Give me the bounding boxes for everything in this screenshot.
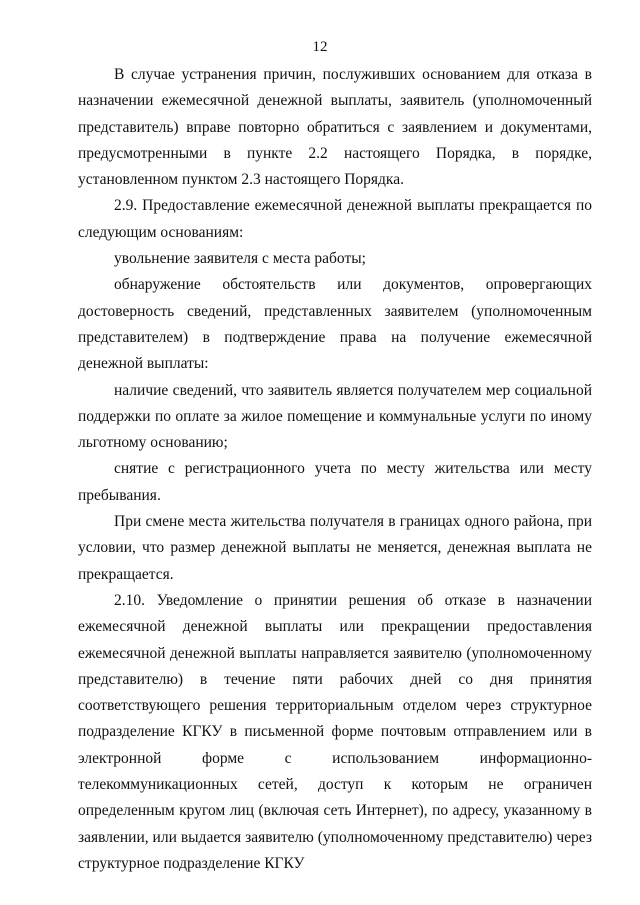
paragraph-other-support: наличие сведений, что заявитель является получателем мер социальной поддержки по оплате за жилое помещение и коммунальные услуги по иному льготному основанию;: [78, 381, 592, 452]
paragraph-2-10-notification: 2.10. Уведомление о принятии решения об отказе в назначении ежемесячной денежной выплаты или прекращении предоставления ежемесячной денежной выплаты направляется заявителю (уполномоченному представителю) в течение пяти рабочих дней со дня принятия соответствующего решения территориальным отделом через структурное подразделение КГКУ в письменной форме почтовым отправлением или в электронной форме с использованием информационно-телекоммуникационных сетей, доступ к которым не ограничен определенным кругом лиц (включая сеть Интернет), по адресу, указанному в заявлении, или выдается заявителю (уполномоченному представителю) через структурное подразделение КГКУ: [78, 591, 592, 872]
paragraph-repeat-application: В случае устранения причин, послуживших основанием для отказа в назначении ежемесячной денежной выплаты, заявитель (уполномоченный представитель) вправе повторно обратиться с заявлением и документами, предусмотренными в пункте 2.2 настоящего Порядка, в порядке, установленном пунктом 2.3 настоящего Порядка.: [78, 66, 592, 189]
document-body: [78, 62, 592, 877]
paragraph-deregistration: снятие с регистрационного учета по месту жительства или месту пребывания.: [78, 460, 592, 504]
paragraph-change-of-residence: При смене места жительства получателя в границах одного района, при условии, что размер денежной выплаты не меняется, денежная выплата не прекращается.: [78, 513, 592, 583]
paragraph-false-documents: обнаружение обстоятельств или документов, опровергающих достоверность сведений, представленных заявителем (уполномоченным представителем) в подтверждение права на получение ежемесячной денежной выплаты:: [78, 276, 592, 373]
page-number: 12: [312, 39, 328, 55]
paragraph-dismissal: увольнение заявителя с места работы;: [114, 250, 366, 268]
paragraph-2-9-termination-grounds: 2.9. Предоставление ежемесячной денежной выплаты прекращается по следующим основаниям:: [78, 197, 592, 241]
